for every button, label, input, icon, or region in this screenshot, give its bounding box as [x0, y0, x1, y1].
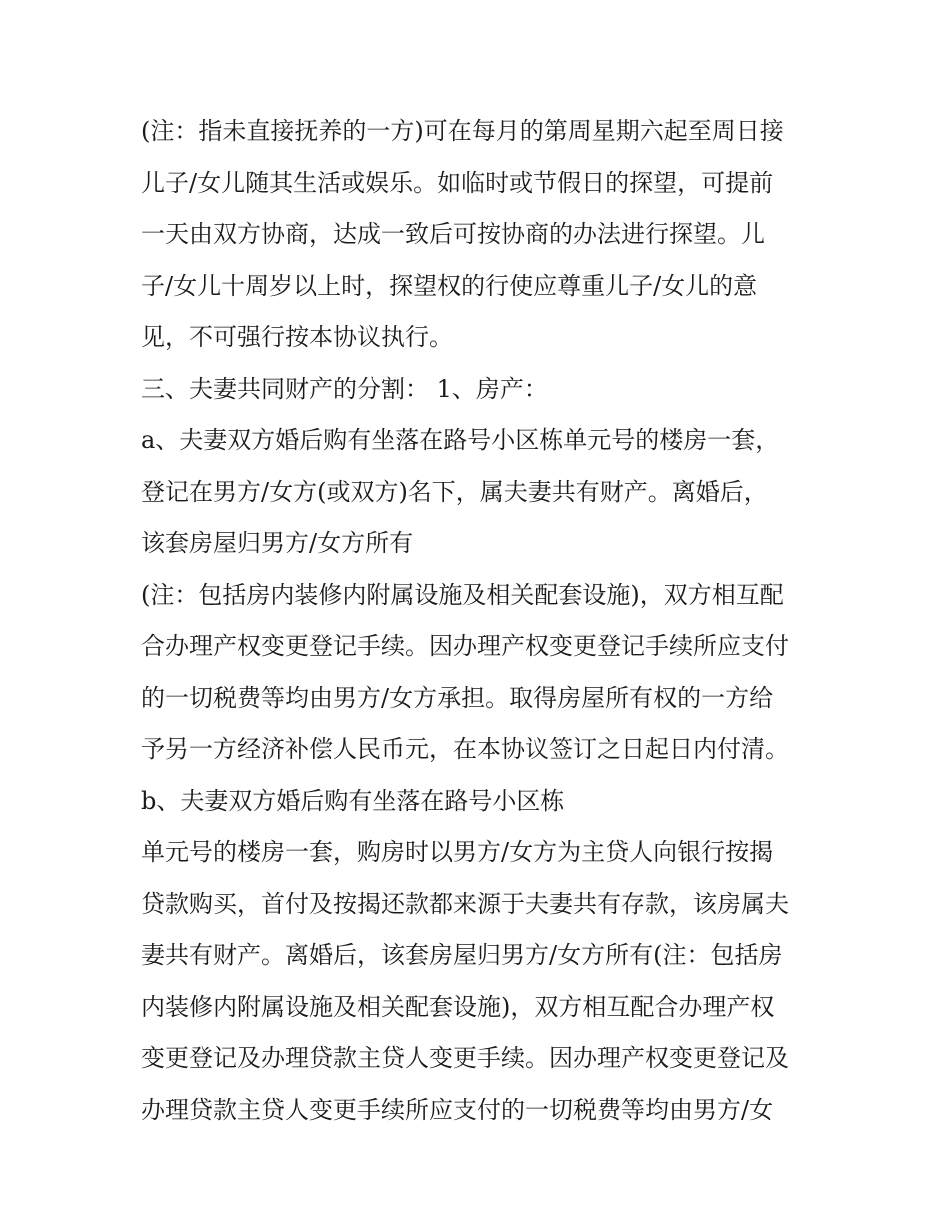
- text-line: 单元号的楼房一套，购房时以男方/女方为主贷人向银行按揭: [141, 838, 774, 866]
- document-body: [141, 106, 831, 1136]
- text-line: 儿子/女儿随其生活或娱乐。如临时或节假日的探望，可提前: [141, 168, 774, 197]
- text-line: (注：指未直接抚养的一方)可在每月的第周星期六起至周日接: [141, 117, 784, 145]
- text-line: 妻共有财产。离婚后，该套房屋归男方/女方所有(注：包括房: [141, 941, 783, 969]
- text-line: 登记在男方/女方(或双方)名下，属夫妻共有财产。离婚后，: [141, 477, 768, 506]
- text-line: b、夫妻双方婚后购有坐落在路号小区栋: [141, 786, 565, 815]
- text-line: 内装修内附属设施及相关配套设施)，双方相互配合办理产权: [141, 992, 775, 1021]
- text-line: 的一切税费等均由男方/女方承担。取得房屋所有权的一方给: [141, 683, 774, 712]
- text-line: 一天由双方协商，达成一致后可按协商的办法进行探望。儿: [141, 220, 765, 248]
- section-heading: 三、夫妻共同财产的分割： 1、房产：: [141, 374, 548, 403]
- text-line: 予另一方经济补偿人民币元，在本协议签订之日起日内付清。: [141, 735, 789, 763]
- text-line: 该套房屋归男方/女方所有: [141, 529, 414, 557]
- text-line: 贷款购买，首付及按揭还款都来源于夫妻共有存款，该房属夫: [141, 889, 789, 918]
- text-line: 见，不可强行按本协议执行。: [141, 323, 453, 351]
- text-line: a、夫妻双方婚后购有坐落在路号小区栋单元号的楼房一套，: [141, 426, 780, 454]
- text-line: 合办理产权变更登记手续。因办理产权变更登记手续所应支付: [141, 632, 789, 660]
- text-line: (注：包括房内装修内附属设施及相关配套设施)，双方相互配: [141, 580, 784, 609]
- text-line: 办理贷款主贷人变更手续所应支付的一切税费等均由男方/女: [141, 1095, 774, 1124]
- text-line: 变更登记及办理贷款主贷人变更手续。因办理产权变更登记及: [141, 1044, 789, 1072]
- text-line: 子/女儿十周岁以上时，探望权的行使应尊重儿子/女儿的意: [141, 271, 758, 300]
